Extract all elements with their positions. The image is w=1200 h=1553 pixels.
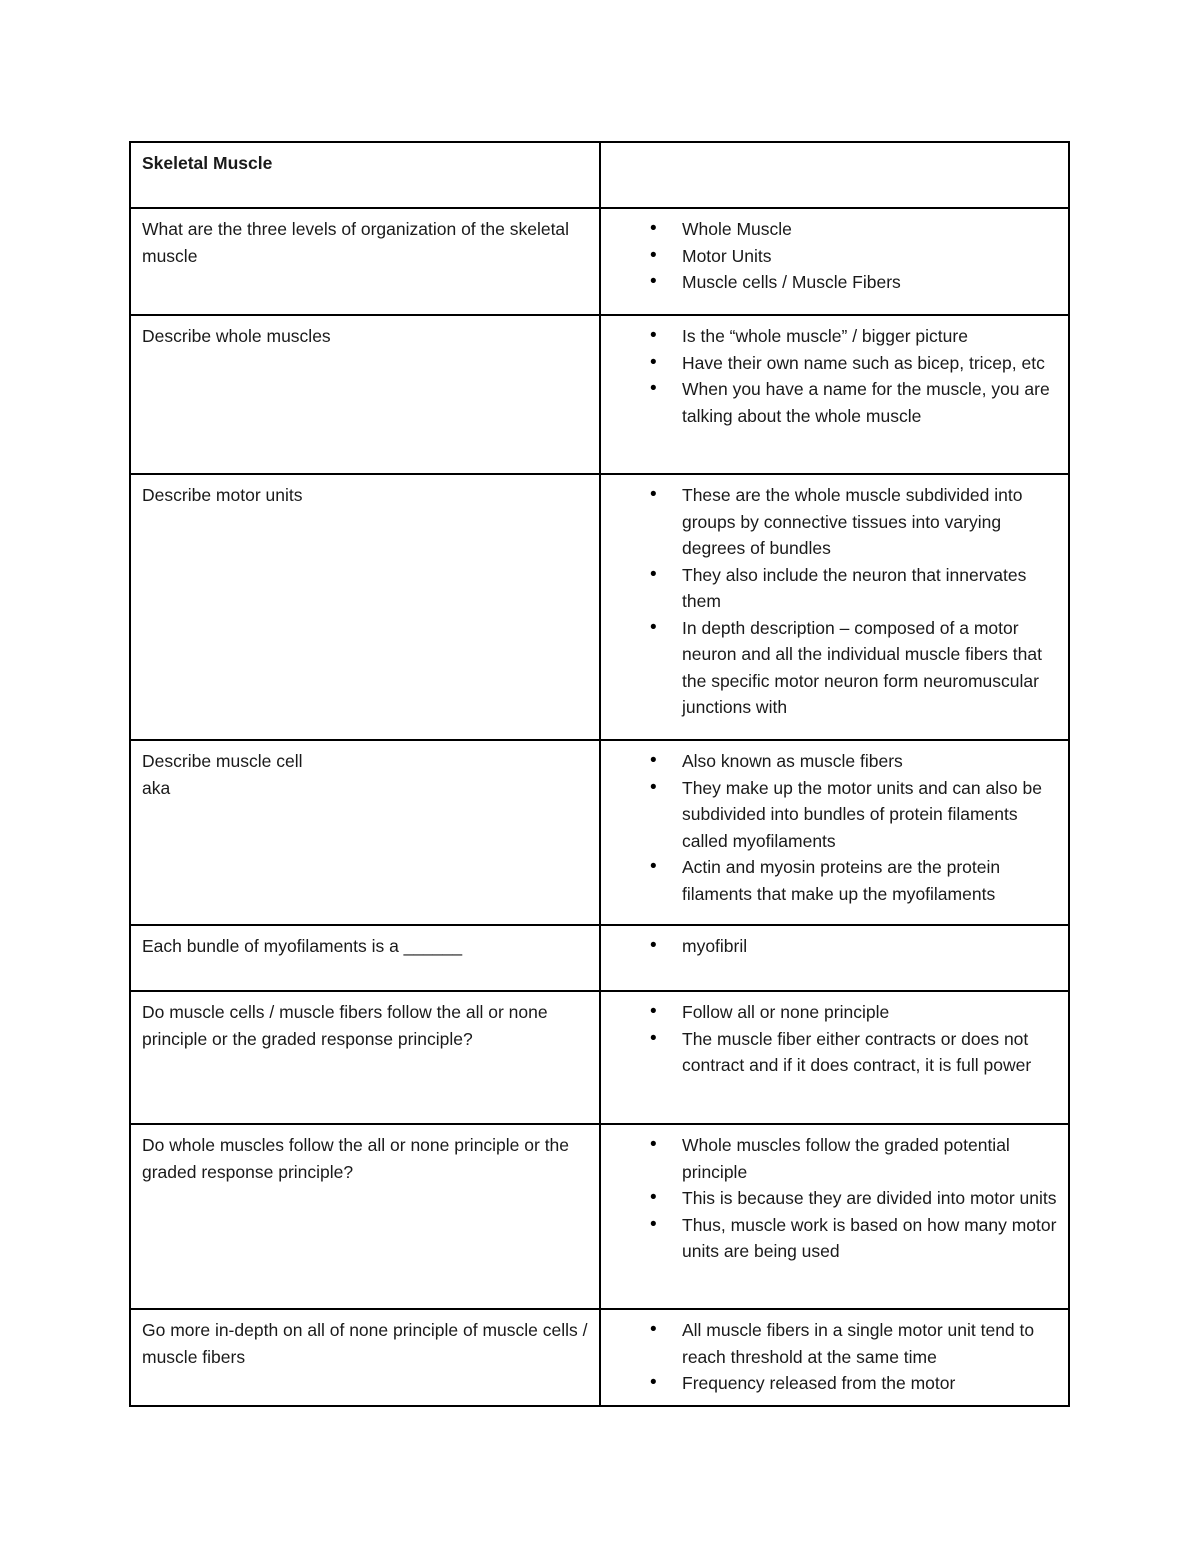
question-text: Describe motor units bbox=[142, 485, 303, 505]
question-cell bbox=[130, 474, 600, 740]
table-row bbox=[130, 925, 1069, 991]
answer-item: • Actin and myosin proteins are the protein filaments that make up the myofilaments bbox=[612, 854, 1057, 907]
answer-item: • They make up the motor units and can also be subdivided into bundles of protein filaments called myofilaments bbox=[612, 775, 1057, 855]
answer-item: • This is because they are divided into motor units bbox=[612, 1185, 1057, 1212]
header-row bbox=[130, 142, 1069, 208]
question-cell bbox=[130, 740, 600, 925]
answer-item: • myofibril bbox=[612, 933, 1057, 960]
table-row bbox=[130, 208, 1069, 315]
answer-list bbox=[612, 216, 1057, 296]
answer-item: • Have their own name such as bicep, tricep, etc bbox=[612, 350, 1057, 377]
question-cell bbox=[130, 1309, 600, 1406]
table-row bbox=[130, 474, 1069, 740]
answer-item: • When you have a name for the muscle, you are talking about the whole muscle bbox=[612, 376, 1057, 429]
question-cell bbox=[130, 991, 600, 1124]
title-right-cell bbox=[600, 142, 1069, 208]
answer-list bbox=[612, 323, 1057, 429]
question-cell bbox=[130, 925, 600, 991]
answer-item: • In depth description – composed of a motor neuron and all the individual muscle fibers that the specific motor neuron form neuromuscular junctions with bbox=[612, 615, 1057, 721]
table-row bbox=[130, 315, 1069, 474]
answer-cell bbox=[600, 991, 1069, 1124]
answer-list bbox=[612, 1132, 1057, 1265]
table-row bbox=[130, 991, 1069, 1124]
question-text: Do muscle cells / muscle fibers follow the all or none principle or the graded response principle? bbox=[142, 1002, 553, 1049]
table-row bbox=[130, 1124, 1069, 1309]
question-cell bbox=[130, 1124, 600, 1309]
answer-item: • Motor Units bbox=[612, 243, 1057, 270]
answer-item: • Is the “whole muscle” / bigger picture bbox=[612, 323, 1057, 350]
question-text: Go more in-depth on all of none principle of muscle cells / muscle fibers bbox=[142, 1320, 593, 1367]
answer-cell bbox=[600, 925, 1069, 991]
table-title: Skeletal Muscle bbox=[142, 153, 273, 173]
question-text: Do whole muscles follow the all or none principle or the graded response principle? bbox=[142, 1135, 574, 1182]
table-row bbox=[130, 740, 1069, 925]
answer-item: • Whole muscles follow the graded potential principle bbox=[612, 1132, 1057, 1185]
notes-table bbox=[129, 141, 1070, 1407]
question-text: What are the three levels of organization of the skeletal muscle bbox=[142, 219, 574, 266]
title-cell bbox=[130, 142, 600, 208]
question-cell bbox=[130, 315, 600, 474]
answer-item: • Follow all or none principle bbox=[612, 999, 1057, 1026]
answer-cell bbox=[600, 208, 1069, 315]
question-text: Each bundle of myofilaments is a ______ bbox=[142, 936, 463, 956]
answer-item: • Muscle cells / Muscle Fibers bbox=[612, 269, 1057, 296]
question-text: aka bbox=[142, 777, 171, 798]
answer-cell bbox=[600, 315, 1069, 474]
answer-list bbox=[612, 748, 1057, 907]
answer-list bbox=[612, 933, 1057, 960]
question-cell bbox=[130, 208, 600, 315]
answer-item: • The muscle fiber either contracts or does not contract and if it does contract, it is full power bbox=[612, 1026, 1057, 1079]
question-text: Describe whole muscles bbox=[142, 326, 331, 346]
answer-list bbox=[612, 999, 1057, 1079]
answer-cell bbox=[600, 1124, 1069, 1309]
answer-cell bbox=[600, 740, 1069, 925]
answer-item: • Whole Muscle bbox=[612, 216, 1057, 243]
table-row bbox=[130, 1309, 1069, 1406]
answer-cell bbox=[600, 1309, 1069, 1406]
answer-item: • These are the whole muscle subdivided into groups by connective tissues into varying degrees of bundles bbox=[612, 482, 1057, 562]
answer-cell bbox=[600, 474, 1069, 740]
answer-item: • Thus, muscle work is based on how many motor units are being used bbox=[612, 1212, 1057, 1265]
answer-list bbox=[612, 482, 1057, 721]
answer-item: • Also known as muscle fibers bbox=[612, 748, 1057, 775]
answer-item: • All muscle fibers in a single motor unit tend to reach threshold at the same time bbox=[612, 1317, 1057, 1370]
answer-list bbox=[612, 1317, 1057, 1397]
question-text: Describe muscle cell bbox=[142, 751, 303, 771]
answer-item: • They also include the neuron that innervates them bbox=[612, 562, 1057, 615]
answer-item: • Frequency released from the motor bbox=[612, 1370, 1057, 1397]
